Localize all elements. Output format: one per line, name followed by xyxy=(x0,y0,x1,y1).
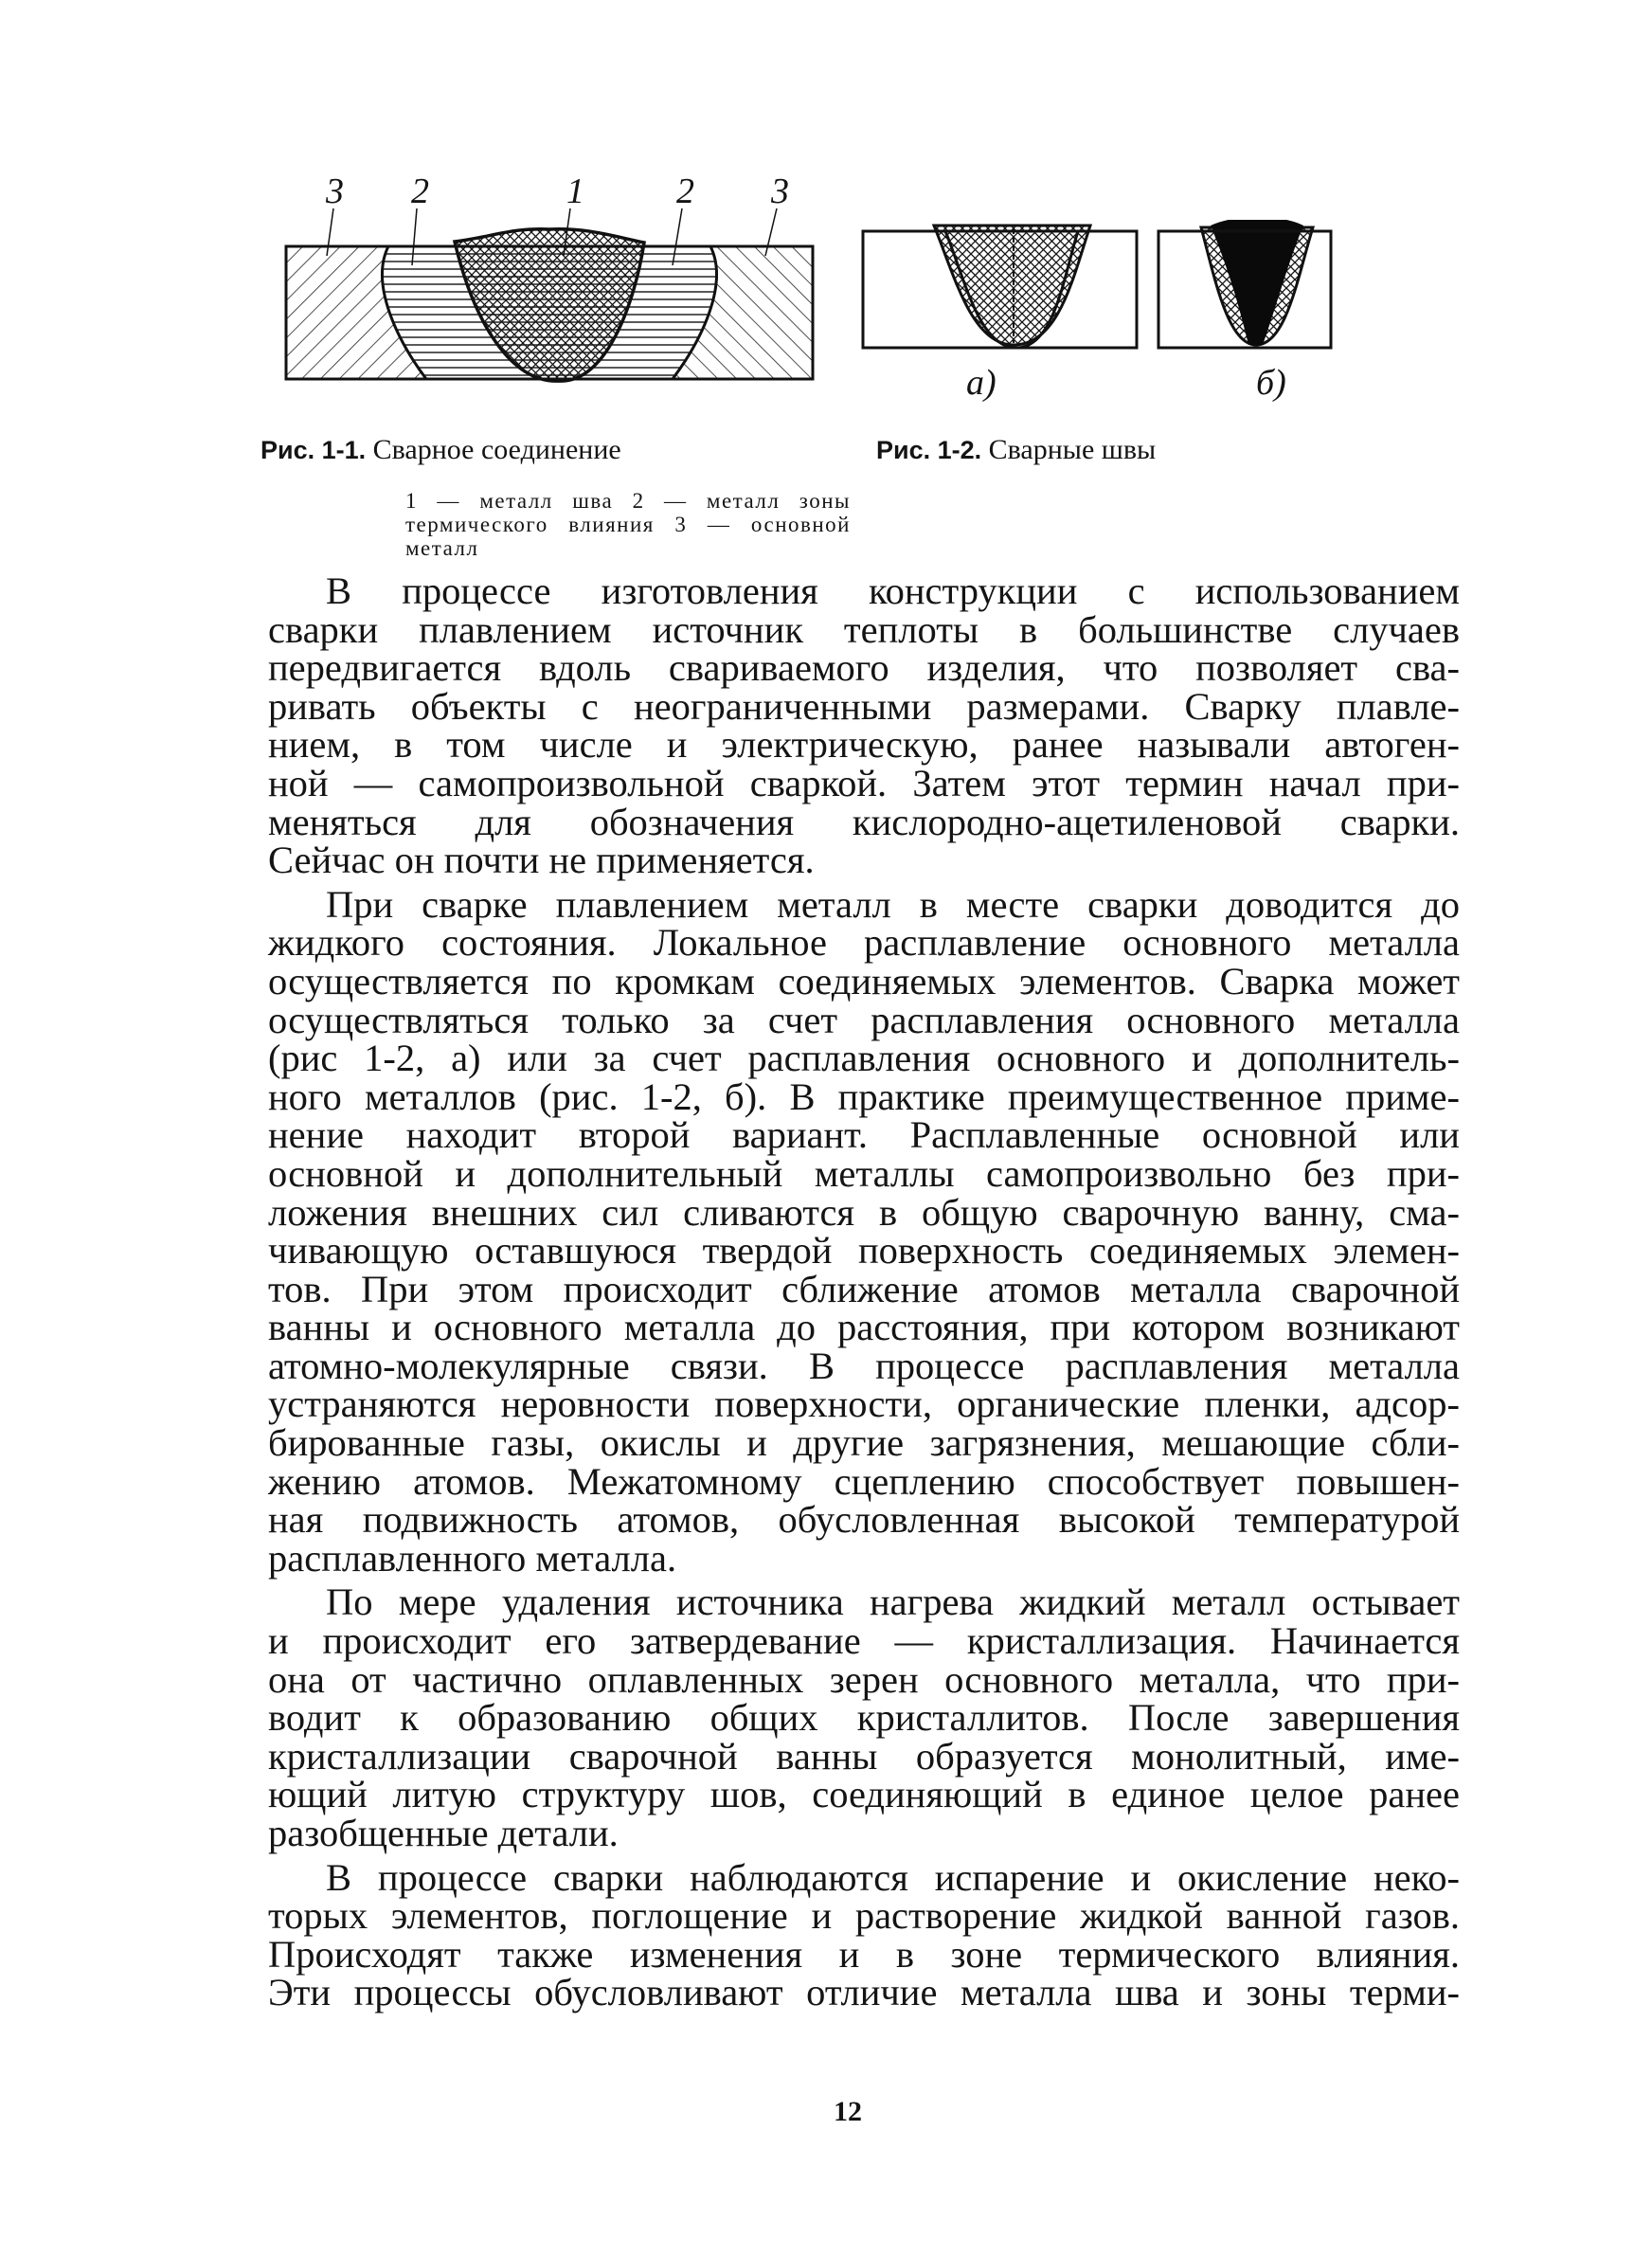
text-line: (рис 1-2, а) или за счет расплавления основного и дополнитель- xyxy=(268,1037,1460,1080)
text-line: меняться для обозначения кислородно-ацетиленовой сварки. xyxy=(268,800,1460,843)
text-line: В процессе изготовления конструкции с использованием xyxy=(326,569,1460,612)
fig1-caption-text: Сварное соединение xyxy=(372,434,621,465)
text-line: ющий литую структуру шов, соединяющий в единое целое ранее xyxy=(268,1773,1460,1816)
fig1-caption-prefix: Рис. 1-1. xyxy=(260,436,367,464)
text-line: бированные газы, окислы и другие загрязнения, мешающие сбли- xyxy=(268,1421,1460,1465)
fig1-legend: 1 — металл шва 2 — металл зоны термического влияния 3 — основной металл xyxy=(405,489,851,560)
text-line: торых элементов, поглощение и растворение жидкой ванной газов. xyxy=(268,1894,1460,1938)
text-line: разобщенные детали. xyxy=(268,1812,619,1854)
page-number: 12 xyxy=(834,2096,862,2127)
text-line: жидкого состояния. Локальное расплавление основного металла xyxy=(268,921,1460,965)
text-line: В процессе сварки наблюдаются испарение и окисление неко- xyxy=(326,1855,1460,1899)
paragraph-3 xyxy=(268,1580,1460,1854)
text-line: кристаллизации сварочной ванны образуется монолитный, име- xyxy=(268,1734,1460,1778)
text-line: атомно-молекулярные связи. В процессе расплавления металла xyxy=(268,1344,1460,1387)
text-line: расплавленного металла. xyxy=(268,1536,677,1580)
fig1-label-3-left: 3 xyxy=(326,172,344,211)
text-line: основной и дополнительный металлы самопроизвольно без при- xyxy=(268,1151,1460,1195)
text-line: ложения внешних сил сливаются в общую сварочную ванну, сма- xyxy=(268,1190,1460,1234)
text-line: ная подвижность атомов, обусловленная высокой температурой xyxy=(268,1498,1460,1542)
text-line: и происходит его затвердевание — кристаллизация. Начинается xyxy=(268,1619,1460,1663)
text-line: ной — самопроизвольной сваркой. Затем этот термин начал при- xyxy=(268,761,1460,804)
fig2-label-b: б) xyxy=(1256,363,1286,403)
text-line: Происходят также изменения и в зоне термического влияния. xyxy=(268,1932,1460,1976)
text-line: осуществляться только за счет расплавления основного металла xyxy=(268,998,1460,1041)
text-line: осуществляется по кромкам соединяемых элементов. Сварка может xyxy=(268,959,1460,1002)
fig1-label-3-right: 3 xyxy=(771,172,789,211)
text-line: ванны и основного металла до расстояния, при котором возникают xyxy=(268,1306,1460,1349)
text-line: она от частично оплавленных зерен основного металла, что при- xyxy=(268,1657,1460,1701)
fig2-caption-prefix: Рис. 1-2. xyxy=(876,436,982,464)
paragraph-1 xyxy=(268,569,1460,882)
text-line: нение находит второй вариант. Расплавленные основной или xyxy=(268,1113,1460,1157)
weld-seams-drawing xyxy=(860,220,1334,352)
fig1-caption xyxy=(260,434,621,466)
text-line: Эти процессы обусловливают отличие металла шва и зоны терми- xyxy=(268,1971,1460,2014)
text-line: передвигается вдоль свариваемого изделия, что позволяет сва- xyxy=(268,646,1460,690)
figure-weld-joint xyxy=(284,172,815,393)
text-line: устраняются неровности поверхности, органические пленки, адсор- xyxy=(268,1382,1460,1426)
fig1-label-1: 1 xyxy=(566,172,584,211)
text-line: При сварке плавлением металл в месте сварки доводится до xyxy=(326,882,1460,926)
text-line: чивающую оставшуюся твердой поверхность соединяемых элемен- xyxy=(268,1229,1460,1273)
text-line: ривать объекты с неограниченными размерами. Сварку плавле- xyxy=(268,684,1460,728)
paragraph-2 xyxy=(268,882,1460,1580)
text-line: тов. При этом происходит сближение атомов металла сварочной xyxy=(268,1267,1460,1310)
text-line: нием, в том числе и электрическую, ранее называли автоген- xyxy=(268,723,1460,767)
figure-weld-seams xyxy=(860,220,1334,419)
fig1-label-2-right: 2 xyxy=(676,172,694,211)
text-line: сварки плавлением источник теплоты в большинстве случаев xyxy=(268,607,1460,651)
weld-joint-drawing xyxy=(284,190,815,393)
text-line: По мере удаления источника нагрева жидкий металл остывает xyxy=(326,1580,1460,1624)
paragraph-4 xyxy=(268,1855,1460,2014)
body-text xyxy=(268,569,1460,2014)
text-line: Сейчас он почти не применяется. xyxy=(268,839,815,882)
text-line: жению атомов. Межатомному сцеплению способствует повышен- xyxy=(268,1459,1460,1503)
fig2-caption-text: Сварные швы xyxy=(988,434,1157,465)
fig2-label-a: а) xyxy=(966,363,997,403)
text-line: ного металлов (рис. 1-2, б). В практике преимущественное приме- xyxy=(268,1074,1460,1118)
fig1-label-2-left: 2 xyxy=(411,172,429,211)
fig2-caption xyxy=(876,434,1156,466)
text-line: водит к образованию общих кристаллитов. После завершения xyxy=(268,1696,1460,1740)
